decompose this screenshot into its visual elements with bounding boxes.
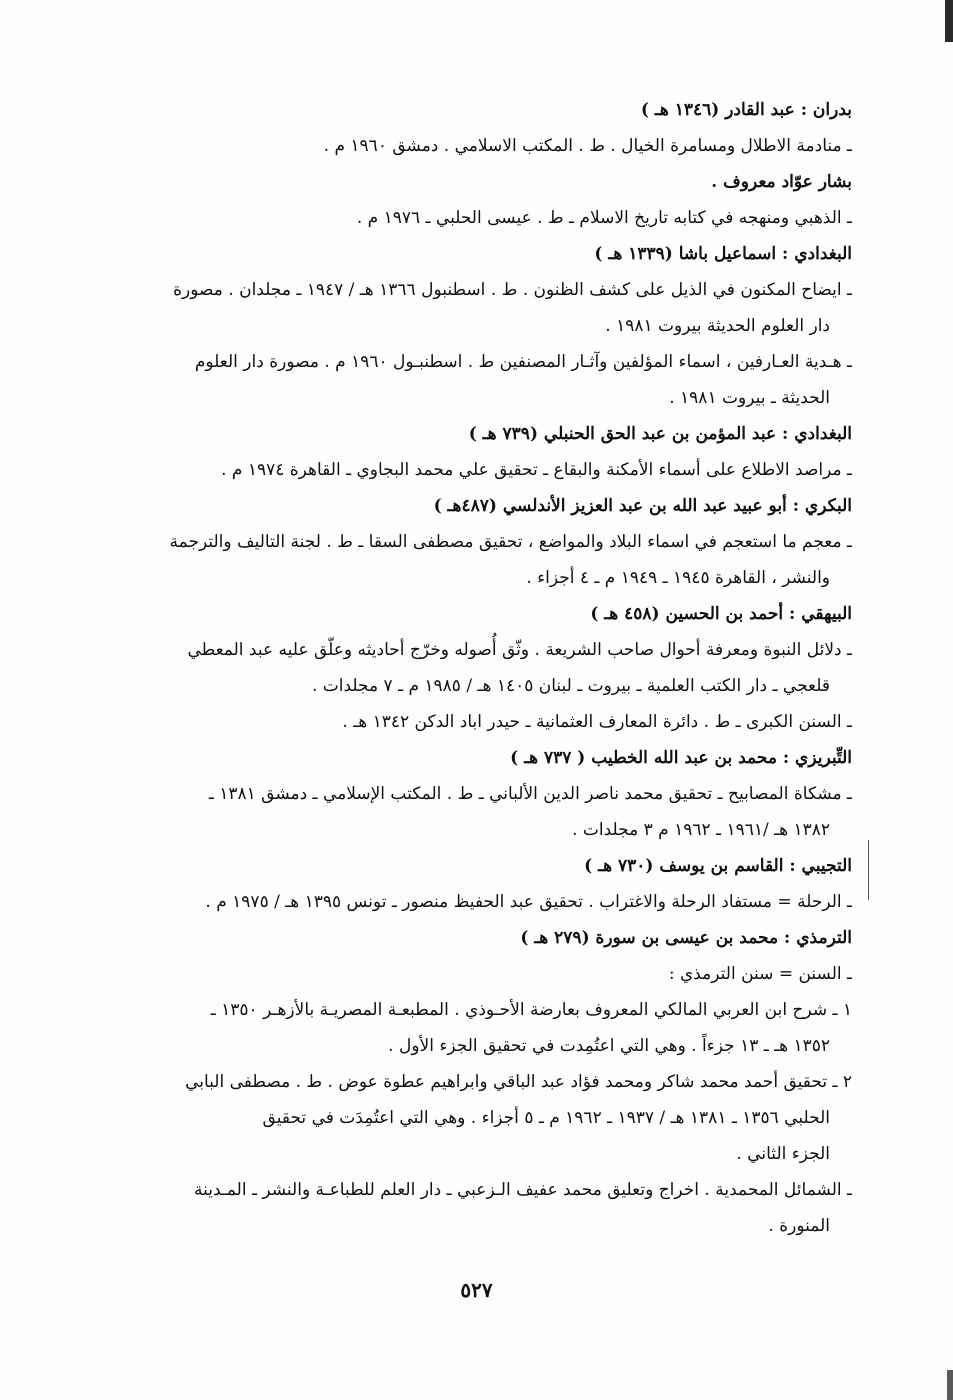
- author-heading: التجيبي : القاسم بن يوسف (٧٣٠ هـ ): [584, 856, 852, 876]
- bibliography-entry: ـ الشمائل المحمدية . اخراج وتعليق محمد عفيف الـزعبي ـ دار العلم للطباعـة والنشر ـ المـدينة: [193, 1180, 852, 1200]
- entry-continuation: قلعجي ـ دار الكتب العلمية ـ بيروت ـ لبنان ١٤٠٥ هـ / ١٩٨٥ م ـ ٧ مجلدات .: [311, 676, 830, 696]
- author-heading: البغدادي : عبد المؤمن بن عبد الحق الحنبلي (٧٣٩ هـ ): [468, 424, 852, 444]
- bibliography-entry: ـ معجم ما استعجم في اسماء البلاد والمواضع ، تحقيق مصطفى السقا ـ ط . لجنة التاليف والترجمة: [169, 532, 852, 552]
- author-heading: التِّبريزي : محمد بن عبد الله الخطيب ( ٧٣٧ هـ ): [510, 748, 852, 768]
- entry-continuation: الجزء الثاني .: [736, 1144, 830, 1164]
- bibliography-entry: ـ منادمة الاطلال ومسامرة الخيال . ط . المكتب الاسلامي . دمشق ١٩٦٠ م .: [323, 136, 852, 156]
- author-heading: بشار عوّاد معروف .: [711, 172, 852, 192]
- scan-edge-top: [945, 0, 953, 42]
- bibliography-entry: ٢ ـ تحقيق أحمد محمد شاكر ومحمد فؤاد عبد الباقي وابراهيم عطوة عوض . ط . مصطفى البابي: [185, 1072, 852, 1092]
- entry-continuation: المنورة .: [768, 1216, 830, 1236]
- author-heading: البيهقي : أحمد بن الحسين (٤٥٨ هـ ): [590, 604, 852, 624]
- scan-edge-bottom: [947, 1370, 953, 1400]
- page-number: ٥٢٧: [460, 1278, 493, 1302]
- entry-continuation: دار العلوم الحديثة بيروت ١٩٨١ .: [605, 316, 830, 336]
- author-heading: البغدادي : اسماعيل باشا (١٣٣٩ هـ ): [594, 244, 852, 264]
- entry-continuation: والنشر ، القاهرة ١٩٤٥ ـ ١٩٤٩ م ـ ٤ أجزاء .: [526, 568, 830, 588]
- bibliography-entry: ـ هـدية العـارفين ، اسماء المؤلفين وآثـار المصنفين ط . اسطنبـول ١٩٦٠ م . مصورة دار العلوم: [194, 352, 852, 372]
- author-heading: البكري : أبو عبيد عبد الله بن عبد العزيز الأندلسي (٤٨٧هـ ): [433, 496, 852, 516]
- bibliography-entry: ـ ايضاح المكنون في الذيل على كشف الظنون . ط . اسطنبول ١٣٦٦ هـ / ١٩٤٧ ـ مجلدان . مصورة: [173, 280, 852, 300]
- bibliography-text: [100, 92, 852, 1244]
- bibliography-entry: ـ الرحلة = مستفاد الرحلة والاغتراب . تحقيق عبد الحفيظ منصور ـ تونس ١٣٩٥ هـ / ١٩٧٥ م .: [205, 892, 852, 912]
- author-heading: الترمذي : محمد بن عيسى بن سورة (٢٧٩ هـ ): [520, 928, 852, 948]
- author-heading: بدران : عبد القادر (١٣٤٦ هـ ): [640, 100, 852, 120]
- bibliography-entry: ١ ـ شرح ابن العربي المالكي المعروف بعارضة الأحـوذي . المطبعـة المصريـة بالأزهـر ١٣٥٠ ـ: [210, 1000, 852, 1020]
- bibliography-entry: ـ دلائل النبوة ومعرفة أحوال صاحب الشريعة . وثّق أُصوله وخرّج أحاديثه وعلّق عليه عبد المعطي: [187, 640, 852, 660]
- entry-continuation: الحديثة ـ بيروت ١٩٨١ .: [669, 388, 830, 408]
- bibliography-entry: ـ السنن الكبرى ـ ط . دائرة المعارف العثمانية ـ حيدر اباد الدكن ١٣٤٢ هـ .: [342, 712, 852, 732]
- bibliography-entry: ـ السنن = سنن الترمذي :: [668, 964, 852, 984]
- entry-continuation: ١٣٨٢ هـ /١٩٦١ ـ ١٩٦٢ م ٣ مجلدات .: [572, 820, 830, 840]
- entry-continuation: ١٣٥٢ هـ ـ ١٣ جزءاً . وهي التي اعتُمِدت في تحقيق الجزء الأول .: [388, 1036, 830, 1056]
- bibliography-entry: ـ مراصد الاطلاع على أسماء الأمكنة والبقاع ـ تحقيق علي محمد البجاوي ـ القاهرة ١٩٧٤ م .: [221, 460, 852, 480]
- entry-continuation: الحلبي ١٣٥٦ ـ ١٣٨١ هـ / ١٩٣٧ ـ ١٩٦٢ م ـ ٥ أجزاء . وهي التي اعتُمِدَت في تحقيق: [262, 1108, 830, 1128]
- margin-mark: [868, 840, 869, 900]
- bibliography-entry: ـ مشكاة المصابيح ـ تحقيق محمد ناصر الدين الألباني ـ ط . المكتب الإسلامي ـ دمشق ١٣٨١ ـ: [208, 784, 852, 804]
- bibliography-entry: ـ الذهبي ومنهجه في كتابه تاريخ الاسلام ـ ط . عيسى الحلبي ـ ١٩٧٦ م .: [356, 208, 852, 228]
